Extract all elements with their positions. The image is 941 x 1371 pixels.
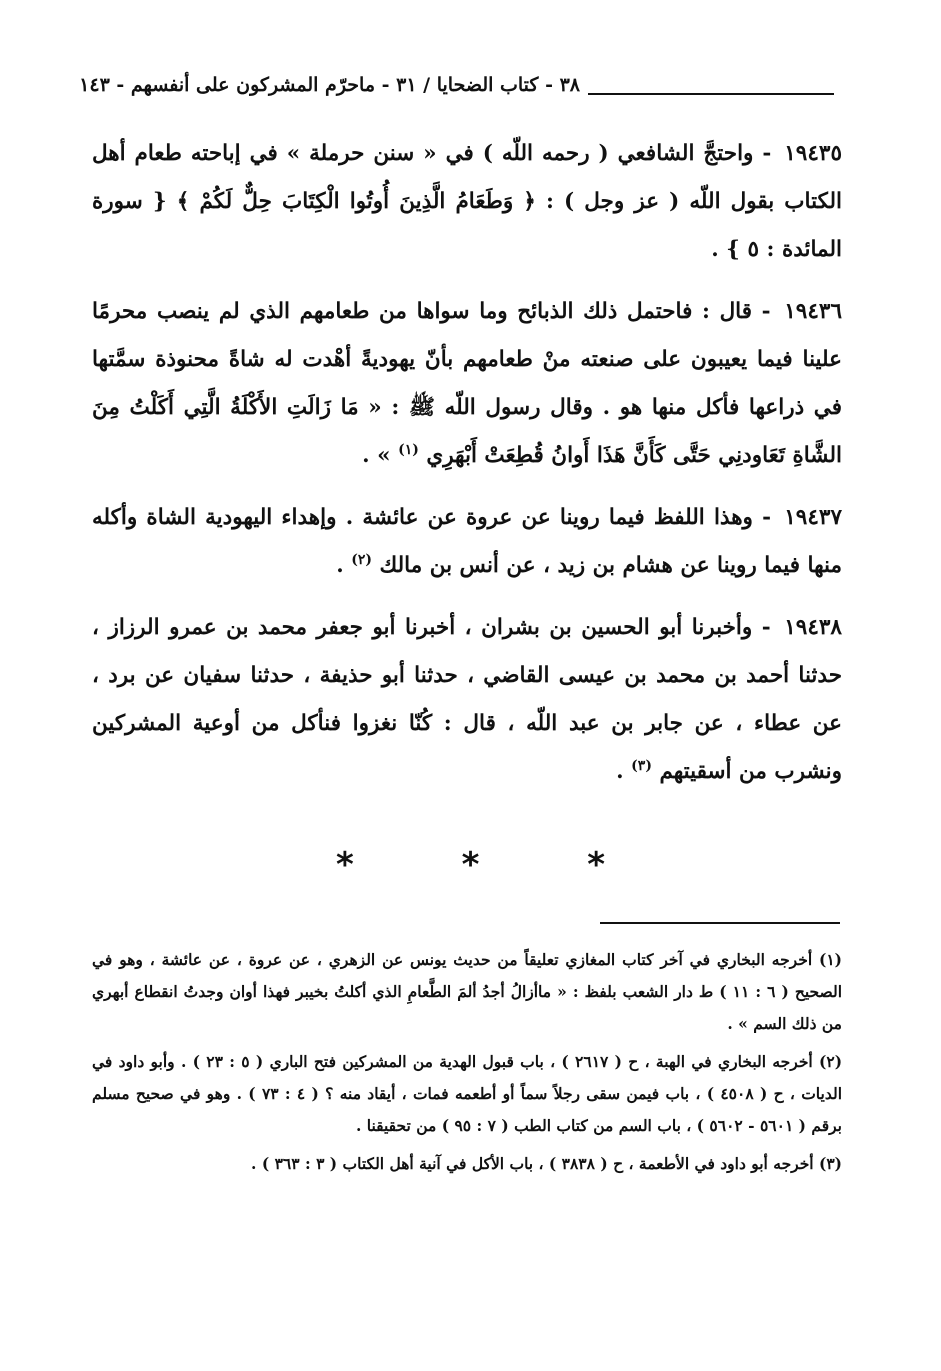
paragraph-text: - واحتجَّ الشافعي ( رحمه اللّه ) في « سنن حرملة » في إباحته طعام أهل الكتاب بقول اللّه ( عز وجل ) : ﴿ وَطَعَامُ الَّذِينَ أُوتُوا الْكِتَابَ حِلٌّ لَكُمْ ﴾ { سورة المائدة : ٥ } . (92, 141, 842, 262)
paragraph-tail: . (336, 553, 344, 578)
paragraph-text: - قال : فاحتمل ذلك الذبائح وما سواها من طعامهم الذي لم ينصب محرمًا علينا فيما يعيبون على صنعته منْ طعامهم بأنّ يهوديةً أهْدت له شاةً محنوذة سمَّتها في ذراعها فأكل منها هو . وقال رسول اللّه ﷺ : « مَا زَالَتِ الأَكْلَةُ الَّتِي أَكَلْتُ مِنَ الشَّاةِ تَعَاودنِي حَتَّى كَأَنَّ هَذَا أَوانُ قُطِعَتْ أَبْهَرِي (92, 299, 842, 468)
hadith-number: ١٩٤٣٧ (784, 505, 842, 530)
footnotes (92, 944, 842, 1186)
paragraph-19438 (92, 604, 842, 796)
footnote-2: (٢) أخرجه البخاري في الهبة ، ح ( ٢٦١٧ ) ، باب قبول الهدية من المشركين فتح الباري ( ٥ : ٢٣ ) . وأبو داود في الديات ، ح ( ٤٥٠٨ ) ، باب فيمن سقى رجلاً سماً أو أطعمه فمات ، أيقاد منه ؟ ( ٤ : ٧٣ ) . وهو في صحيح مسلم برقم ( ٥٦٠١ - ٥٦٠٢ ) ، باب السم من كتاب الطب ( ٧ : ٩٥ ) من تحقيقنا . (92, 1052, 843, 1135)
main-text (92, 130, 842, 810)
footnote-ref: (٣) (631, 757, 652, 774)
paragraph-19435 (92, 130, 842, 274)
paragraph-text: - وهذا اللفظ فيما روينا عن عروة عن عائشة . وإهداء اليهودية الشاة وأكله منها فيما روينا عن هشام بن زيد ، عن أنس بن مالك (92, 505, 842, 578)
hadith-number: ١٩٤٣٥ (784, 141, 842, 166)
footnote-1: (١) أخرجه البخاري في آخر كتاب المغازي تعليقاً من حديث يونس عن الزهري ، عن عروة ، عن عائشة ، وهو في الصحيح ( ٦ : ١١ ) ط دار الشعب بلفظ : « ماأزالُ أجدُ ألمَ الطَّعامِ الذي أكلتُ بخيبر فهذا أوان وجدتُ انقطاع أبهري من ذلك السم » . (92, 950, 843, 1033)
paragraph-text: - وأخبرنا أبو الحسين بن بشران ، أخبرنا أبو جعفر محمد بن عمرو الرزاز ، حدثنا أحمد بن محمد بن عيسى القاضي ، حدثنا أبو حذيفة ، حدثنا سفيان عن برد ، عن عطاء ، عن جابر بن عبد اللّه ، قال : كُنّا نغزوا فنأكل من أوعية المشركين ونشرب من أسقيتهم (92, 615, 842, 784)
section-separator: * * * (335, 845, 653, 885)
running-header: ٣٨ - كتاب الضحايا / ٣١ - ماحرّم المشركون على أنفسهم - ١٤٣ (79, 74, 580, 96)
paragraph-19437 (92, 494, 842, 590)
hadith-number: ١٩٤٣٦ (784, 299, 842, 324)
paragraph-tail: . (616, 759, 624, 784)
footnote-rule (600, 922, 840, 924)
paragraph-19436 (92, 288, 842, 480)
paragraph-tail: » . (362, 443, 391, 468)
hadith-number: ١٩٤٣٨ (784, 615, 842, 640)
footnote-ref: (١) (398, 441, 419, 458)
footnote-ref: (٢) (351, 551, 372, 568)
footnote-3: (٣) أخرجه أبو داود في الأطعمة ، ح ( ٣٨٣٨ ) ، باب الأكل في آنية أهل الكتاب ( ٣ : ٣٦٣ ) . (251, 1154, 842, 1173)
header-rule (588, 93, 834, 95)
